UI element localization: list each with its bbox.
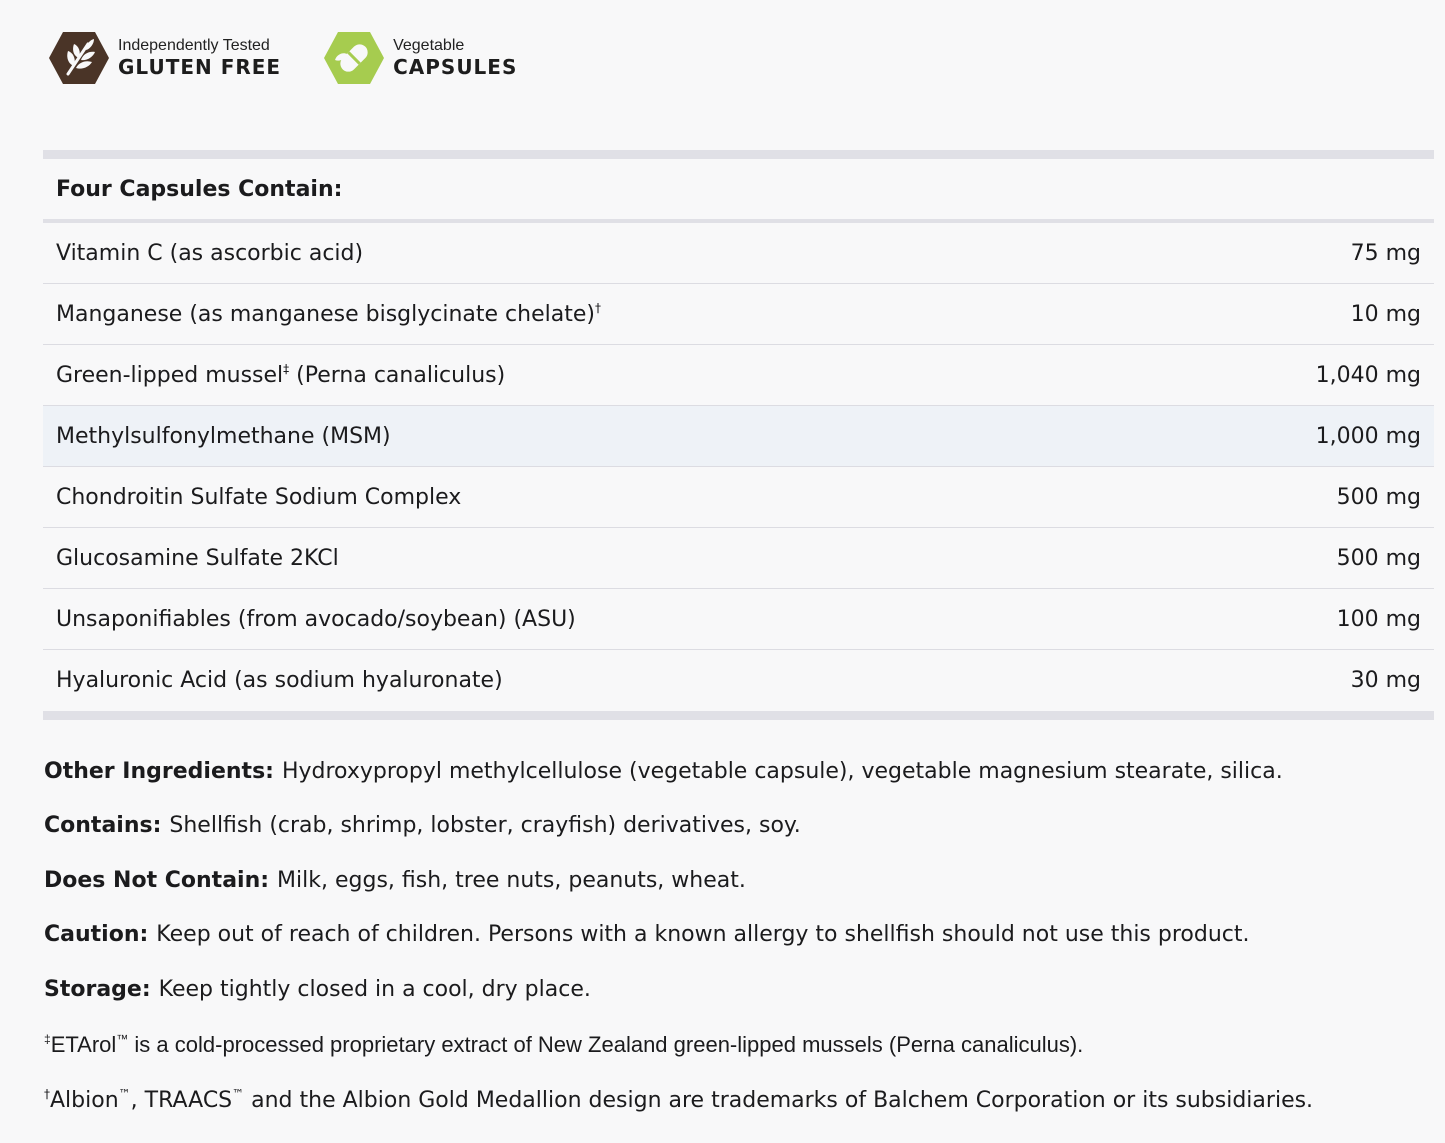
- badge-gluten-big-text: GLUTEN FREE: [118, 54, 282, 79]
- ingredient-name: Methylsulfonylmethane (MSM): [56, 423, 391, 449]
- dagger-mark: †: [594, 300, 601, 315]
- table-row: [43, 406, 1434, 467]
- ingredient-name: Green-lipped mussel‡ (Perna canaliculus): [56, 361, 506, 388]
- ingredient-amount: 100 mg: [1336, 606, 1421, 632]
- badges: [48, 30, 517, 86]
- table-row: [43, 467, 1434, 528]
- dagger-mark: †: [44, 1087, 50, 1101]
- note-label: Storage:: [44, 976, 151, 1002]
- ingredient-name: Manganese (as manganese bisglycinate chelate)†: [56, 300, 601, 327]
- wheat-hexagon-icon: [48, 30, 110, 86]
- note-text: Hydroxypropyl methylcellulose (vegetable capsule), vegetable magnesium stearate, silica.: [281, 758, 1283, 784]
- footnote-text: is a cold-processed proprietary extract of New Zealand green-lipped mussels (Perna canaliculus).: [128, 1031, 1084, 1057]
- contains-note: [44, 799, 1434, 854]
- double-dagger-mark: ‡: [44, 1031, 51, 1046]
- note-label: Does Not Contain:: [44, 867, 270, 893]
- table-row: [43, 589, 1434, 650]
- storage-note: [44, 962, 1434, 1017]
- note-text: Keep tightly closed in a cool, dry place.: [158, 976, 591, 1002]
- table-row: [43, 284, 1434, 345]
- ingredient-name: Vitamin C (as ascorbic acid): [56, 240, 364, 266]
- vegetable-capsules-badge: [323, 30, 517, 86]
- other-ingredients-note: [44, 744, 1434, 799]
- ingredient-name: Chondroitin Sulfate Sodium Complex: [56, 484, 462, 510]
- ingredient-name: Unsaponifiables (from avocado/soybean) (ASU): [56, 606, 576, 632]
- ingredient-amount: 500 mg: [1336, 545, 1421, 571]
- footnote-albion: [44, 1073, 1434, 1129]
- table-row: [43, 528, 1434, 589]
- ingredient-amount: 10 mg: [1350, 301, 1421, 327]
- supplement-facts-table: [43, 150, 1434, 720]
- footnote-brand: Albion: [50, 1088, 119, 1113]
- note-label: Caution:: [44, 922, 149, 948]
- table-row: [43, 223, 1434, 284]
- facts-header: Four Capsules Contain:: [43, 159, 1434, 223]
- capsule-hexagon-icon: [323, 30, 385, 86]
- does-not-contain-note: [44, 853, 1434, 908]
- note-label: Contains:: [44, 813, 162, 839]
- trademark-mark: ™: [116, 1031, 129, 1046]
- badge-capsules-big-text: CAPSULES: [393, 54, 518, 79]
- caution-note: [44, 908, 1434, 963]
- ingredient-name: Glucosamine Sulfate 2KCl: [56, 545, 339, 571]
- note-text: Milk, eggs, fish, tree nuts, peanuts, wheat.: [277, 867, 746, 893]
- note-text: Shellfish (crab, shrimp, lobster, crayfish) derivatives, soy.: [169, 813, 801, 839]
- badge-capsules-small-text: Vegetable: [393, 37, 465, 55]
- ingredient-amount: 500 mg: [1336, 484, 1421, 510]
- table-row: [43, 650, 1434, 711]
- trademark-mark: ™: [232, 1087, 245, 1101]
- footnote-text: and the Albion Gold Medallion design are trademarks of Balchem Corporation or its subsidiaries.: [244, 1088, 1314, 1113]
- note-label: Other Ingredients:: [44, 758, 274, 784]
- trademark-mark: ™: [118, 1087, 131, 1101]
- footnote-brand: TRAACS: [144, 1088, 233, 1113]
- label-notes: [44, 744, 1434, 1129]
- ingredient-amount: 1,000 mg: [1315, 423, 1421, 449]
- ingredient-amount: 1,040 mg: [1315, 362, 1421, 388]
- ingredient-amount: 30 mg: [1350, 668, 1421, 693]
- footnote-etarol: [44, 1017, 1434, 1073]
- badge-gluten-small-text: Independently Tested: [118, 37, 270, 55]
- table-row: [43, 345, 1434, 406]
- ingredient-amount: 75 mg: [1350, 240, 1421, 266]
- double-dagger-mark: ‡: [283, 361, 290, 376]
- footnote-brand: ETArol: [50, 1031, 117, 1057]
- gluten-free-badge: [48, 30, 281, 86]
- ingredient-name: Hyaluronic Acid (as sodium hyaluronate): [56, 668, 503, 693]
- footnote-separator: ,: [130, 1088, 145, 1113]
- note-text: Keep out of reach of children. Persons with a known allergy to shellfish should not use this product.: [156, 922, 1250, 948]
